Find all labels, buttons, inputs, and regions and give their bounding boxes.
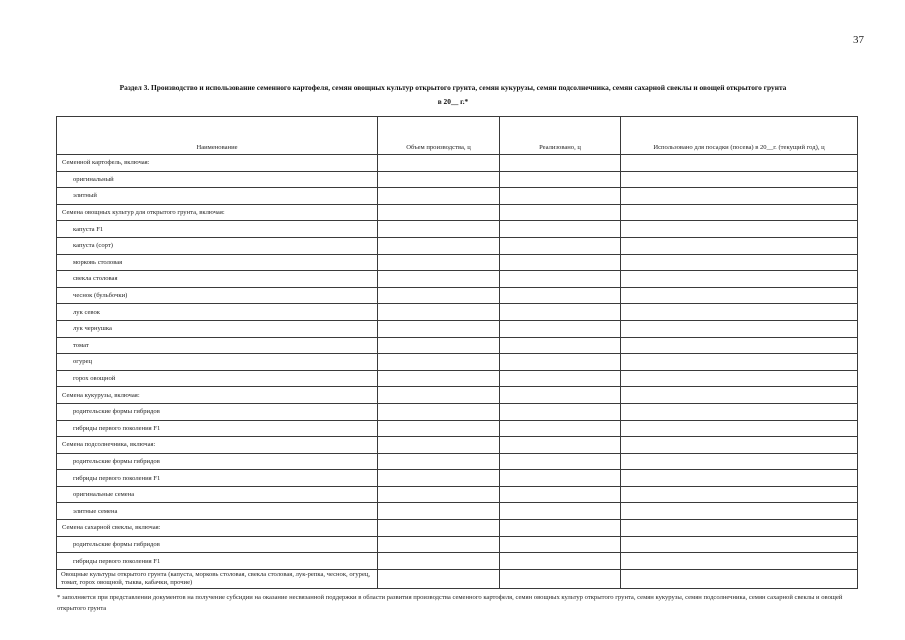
- used-for-planting-cell[interactable]: [621, 237, 858, 254]
- used-for-planting-cell[interactable]: [621, 188, 858, 205]
- table-row: [57, 304, 858, 321]
- row-label: оригинальный: [57, 171, 378, 188]
- table-row: [57, 503, 858, 520]
- table-row: [57, 155, 858, 172]
- table-row: [57, 354, 858, 371]
- production-volume-cell[interactable]: [378, 453, 500, 470]
- production-volume-cell[interactable]: [378, 553, 500, 570]
- table-row: [57, 171, 858, 188]
- sold-cell[interactable]: [500, 254, 621, 271]
- section-title-line-2: в 20__ г.*: [437, 97, 469, 106]
- used-for-planting-cell[interactable]: [621, 254, 858, 271]
- sold-cell[interactable]: [500, 503, 621, 520]
- sold-cell[interactable]: [500, 237, 621, 254]
- table-row: [57, 320, 858, 337]
- sold-cell[interactable]: [500, 337, 621, 354]
- table-row: [57, 470, 858, 487]
- production-volume-cell[interactable]: [378, 569, 500, 588]
- production-volume-cell[interactable]: [378, 437, 500, 454]
- table-row: [57, 437, 858, 454]
- section-title: [50, 81, 856, 109]
- table-row: [57, 536, 858, 553]
- used-for-planting-cell[interactable]: [621, 304, 858, 321]
- production-volume-cell[interactable]: [378, 155, 500, 172]
- production-volume-cell[interactable]: [378, 337, 500, 354]
- production-volume-cell[interactable]: [378, 503, 500, 520]
- used-for-planting-cell[interactable]: [621, 553, 858, 570]
- table-row: [57, 520, 858, 537]
- table-row: [57, 387, 858, 404]
- sold-cell[interactable]: [500, 470, 621, 487]
- production-volume-cell[interactable]: [378, 370, 500, 387]
- used-for-planting-cell[interactable]: [621, 271, 858, 288]
- row-label: горох овощной: [57, 370, 378, 387]
- production-volume-cell[interactable]: [378, 403, 500, 420]
- production-volume-cell[interactable]: [378, 171, 500, 188]
- production-volume-cell[interactable]: [378, 536, 500, 553]
- sold-cell[interactable]: [500, 420, 621, 437]
- table-row: [57, 420, 858, 437]
- table-row: [57, 553, 858, 570]
- used-for-planting-cell[interactable]: [621, 486, 858, 503]
- table-row: [57, 188, 858, 205]
- production-volume-cell[interactable]: [378, 420, 500, 437]
- row-label: элитные семена: [57, 503, 378, 520]
- footnote: * заполняется при представлении документов на получение субсидии на оказание несвязанной поддержки в области развития производства семенного картофеля, семян овощных культур открытого грунта, семян кукурузы, семян подсолнечника, семян сахарной свеклы и овощей открытого грунта: [57, 594, 843, 612]
- sold-cell[interactable]: [500, 188, 621, 205]
- sold-cell[interactable]: [500, 204, 621, 221]
- production-volume-cell[interactable]: [378, 387, 500, 404]
- table-header-row: [57, 117, 858, 155]
- row-label: родительские формы гибридов: [57, 536, 378, 553]
- used-for-planting-cell[interactable]: [621, 221, 858, 238]
- used-for-planting-cell[interactable]: [621, 171, 858, 188]
- table-row: [57, 569, 858, 588]
- header-sold: Реализовано, ц: [500, 117, 621, 155]
- sold-cell[interactable]: [500, 520, 621, 537]
- used-for-planting-cell[interactable]: [621, 453, 858, 470]
- row-label: гибриды первого поколения F1: [57, 420, 378, 437]
- row-label: лук севок: [57, 304, 378, 321]
- row-label: Семена подсолнечника, включая:: [57, 437, 378, 454]
- row-label: Семена овощных культур для открытого грунта, включая:: [57, 204, 378, 221]
- row-label: Семена сахарной свеклы, включая:: [57, 520, 378, 537]
- sold-cell[interactable]: [500, 536, 621, 553]
- table-row: [57, 287, 858, 304]
- header-used-for-planting: Использовано для посадки (посева) в 20__г. (текущий год), ц: [621, 117, 858, 155]
- production-volume-cell[interactable]: [378, 221, 500, 238]
- production-volume-cell[interactable]: [378, 271, 500, 288]
- row-label: лук чернушка: [57, 320, 378, 337]
- sold-cell[interactable]: [500, 287, 621, 304]
- row-label: капуста (сорт): [57, 237, 378, 254]
- sold-cell[interactable]: [500, 354, 621, 371]
- production-volume-cell[interactable]: [378, 204, 500, 221]
- row-label: Семенной картофель, включая:: [57, 155, 378, 172]
- production-volume-cell[interactable]: [378, 520, 500, 537]
- table-row: [57, 403, 858, 420]
- used-for-planting-cell[interactable]: [621, 503, 858, 520]
- used-for-planting-cell[interactable]: [621, 320, 858, 337]
- row-label: элитный: [57, 188, 378, 205]
- row-label: капуста F1: [57, 221, 378, 238]
- page-number: 37: [853, 34, 864, 46]
- sold-cell[interactable]: [500, 553, 621, 570]
- used-for-planting-cell[interactable]: [621, 354, 858, 371]
- row-label: чеснок (бульбочки): [57, 287, 378, 304]
- sold-cell[interactable]: [500, 155, 621, 172]
- table-row: [57, 221, 858, 238]
- row-label: Овощные культуры открытого грунта (капуста, морковь столовая, свекла столовая, лук-репка, чеснок, огурец, томат, горох овощной, тыква, кабачки, прочие): [57, 569, 378, 588]
- sold-cell[interactable]: [500, 221, 621, 238]
- sold-cell[interactable]: [500, 271, 621, 288]
- production-volume-cell[interactable]: [378, 486, 500, 503]
- row-label: оригинальные семена: [57, 486, 378, 503]
- sold-cell[interactable]: [500, 304, 621, 321]
- row-label: родительские формы гибридов: [57, 453, 378, 470]
- used-for-planting-cell[interactable]: [621, 403, 858, 420]
- used-for-planting-cell[interactable]: [621, 437, 858, 454]
- row-label: свекла столовая: [57, 271, 378, 288]
- production-volume-cell[interactable]: [378, 304, 500, 321]
- sold-cell[interactable]: [500, 569, 621, 588]
- production-volume-cell[interactable]: [378, 254, 500, 271]
- used-for-planting-cell[interactable]: [621, 370, 858, 387]
- table-row: [57, 486, 858, 503]
- production-volume-cell[interactable]: [378, 354, 500, 371]
- production-volume-cell[interactable]: [378, 188, 500, 205]
- sold-cell[interactable]: [500, 437, 621, 454]
- sold-cell[interactable]: [500, 387, 621, 404]
- table-row: [57, 204, 858, 221]
- row-label: родительские формы гибридов: [57, 403, 378, 420]
- used-for-planting-cell[interactable]: [621, 520, 858, 537]
- used-for-planting-cell[interactable]: [621, 337, 858, 354]
- sold-cell[interactable]: [500, 486, 621, 503]
- row-label: гибриды первого поколения F1: [57, 470, 378, 487]
- sold-cell[interactable]: [500, 453, 621, 470]
- sold-cell[interactable]: [500, 370, 621, 387]
- used-for-planting-cell[interactable]: [621, 204, 858, 221]
- section-title-line-1: Раздел 3. Производство и использование семенного картофеля, семян овощных культур открытого грунта, семян кукурузы, семян подсолнечника, семян сахарной свеклы и овощей открытого грунта: [119, 83, 787, 92]
- production-volume-cell[interactable]: [378, 320, 500, 337]
- row-label: томат: [57, 337, 378, 354]
- used-for-planting-cell[interactable]: [621, 470, 858, 487]
- production-table: [56, 116, 858, 589]
- table-body: [57, 155, 858, 589]
- sold-cell[interactable]: [500, 320, 621, 337]
- production-volume-cell[interactable]: [378, 287, 500, 304]
- used-for-planting-cell[interactable]: [621, 420, 858, 437]
- used-for-planting-cell[interactable]: [621, 569, 858, 588]
- header-production-volume: Объем производства, ц: [378, 117, 500, 155]
- used-for-planting-cell[interactable]: [621, 155, 858, 172]
- row-label: Семена кукурузы, включая:: [57, 387, 378, 404]
- table-row: [57, 370, 858, 387]
- table-row: [57, 271, 858, 288]
- row-label: морковь столовая: [57, 254, 378, 271]
- used-for-planting-cell[interactable]: [621, 287, 858, 304]
- sold-cell[interactable]: [500, 403, 621, 420]
- used-for-planting-cell[interactable]: [621, 536, 858, 553]
- table-row: [57, 237, 858, 254]
- used-for-planting-cell[interactable]: [621, 387, 858, 404]
- table-row: [57, 254, 858, 271]
- header-name: Наименование: [57, 117, 378, 155]
- sold-cell[interactable]: [500, 171, 621, 188]
- row-label: гибриды первого поколения F1: [57, 553, 378, 570]
- table-row: [57, 453, 858, 470]
- row-label: огурец: [57, 354, 378, 371]
- production-volume-cell[interactable]: [378, 470, 500, 487]
- production-volume-cell[interactable]: [378, 237, 500, 254]
- table-row: [57, 337, 858, 354]
